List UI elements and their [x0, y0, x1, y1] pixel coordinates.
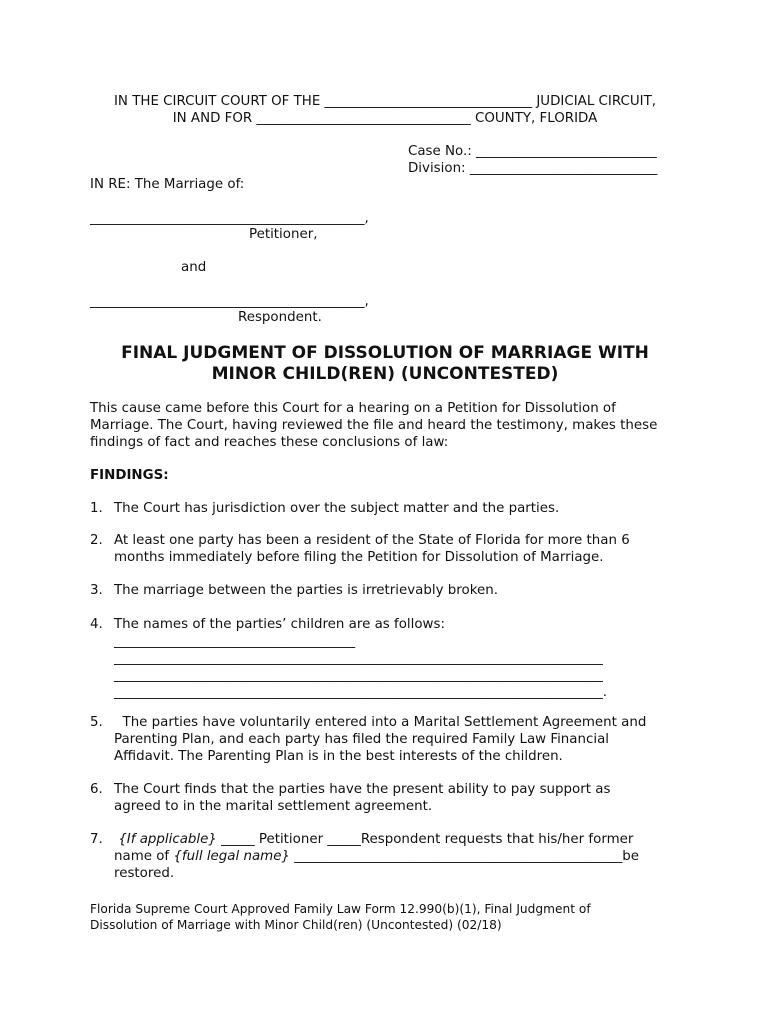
finding-6-text-line-1: The Court finds that the parties have the present ability to pay support as: [114, 782, 611, 797]
finding-7-line-2: [114, 848, 639, 865]
footer-line-2: Dissolution of Marriage with Minor Child(ren) (Uncontested) (02/18): [90, 918, 502, 932]
in-re-label: IN RE: The Marriage of:: [90, 177, 245, 192]
intro-line-2: Marriage. The Court, having reviewed the file and heard the testimony, makes these: [90, 418, 658, 433]
children-blank-4: _________________________________________________________________________.: [114, 685, 608, 700]
children-blank-3: _________________________________________________________________________: [114, 668, 603, 683]
document-title-line-2: MINOR CHILD(REN) (UNCONTESTED): [211, 364, 559, 384]
division-field: Division: ____________________________: [408, 161, 658, 176]
petitioner-label: Petitioner,: [249, 227, 318, 242]
finding-2-number: 2.: [90, 533, 103, 548]
finding-4-text: The names of the parties’ children are as follows:: [114, 617, 445, 632]
children-blank-1: ____________________________________: [114, 634, 356, 649]
finding-3-text: The marriage between the parties is irretrievably broken.: [114, 583, 498, 598]
findings-heading: FINDINGS:: [90, 468, 169, 483]
finding-1-text: The Court has jurisdiction over the subject matter and the parties.: [114, 501, 560, 516]
if-applicable-note: {If applicable}: [114, 832, 217, 847]
petitioner-respondent-choice: _____ Petitioner _____Respondent requests that his/her former: [216, 832, 634, 847]
finding-5-number: 5.: [90, 715, 103, 730]
former-name-blank: _________________________________________________be: [289, 849, 640, 864]
name-of-label: name of: [114, 849, 174, 864]
finding-7-line-1: [114, 831, 633, 848]
finding-7-line-3: restored.: [114, 866, 175, 881]
finding-2-text-line-2: months immediately before filing the Petition for Dissolution of Marriage.: [114, 550, 604, 565]
and-label: and: [181, 260, 207, 275]
petitioner-blank: _________________________________________,: [90, 211, 369, 226]
children-blank-2: _________________________________________________________________________: [114, 651, 603, 666]
finding-7-number: 7.: [90, 832, 103, 847]
respondent-label: Respondent.: [238, 310, 322, 325]
court-line-1: IN THE CIRCUIT COURT OF THE _______________________________ JUDICIAL CIRCUIT,: [113, 94, 657, 109]
intro-line-1: This cause came before this Court for a hearing on a Petition for Dissolution of: [90, 401, 616, 416]
finding-3-number: 3.: [90, 583, 103, 598]
footer-line-1: Florida Supreme Court Approved Family Law Form 12.990(b)(1), Final Judgment of: [90, 902, 591, 916]
document-title-line-1: FINAL JUDGMENT OF DISSOLUTION OF MARRIAGE WITH: [121, 343, 649, 363]
finding-5-text-line-2: Parenting Plan, and each party has filed the required Family Law Financial: [114, 732, 609, 747]
intro-line-3: findings of fact and reaches these conclusions of law:: [90, 435, 449, 450]
finding-5-text-line-3: Affidavit. The Parenting Plan is in the best interests of the children.: [114, 749, 563, 764]
finding-6-text-line-2: agreed to in the marital settlement agreement.: [114, 799, 433, 814]
finding-5-text-line-1: The parties have voluntarily entered into a Marital Settlement Agreement and: [114, 715, 647, 730]
finding-6-number: 6.: [90, 782, 103, 797]
case-number-field: Case No.: ___________________________: [408, 144, 657, 159]
finding-2-text-line-1: At least one party has been a resident of the State of Florida for more than 6: [114, 533, 630, 548]
finding-1-number: 1.: [90, 501, 103, 516]
court-line-2: IN AND FOR ________________________________ COUNTY, FLORIDA: [172, 111, 598, 126]
respondent-blank: _________________________________________,: [90, 294, 369, 309]
full-legal-name-note: {full legal name}: [173, 849, 290, 864]
finding-4-number: 4.: [90, 617, 103, 632]
